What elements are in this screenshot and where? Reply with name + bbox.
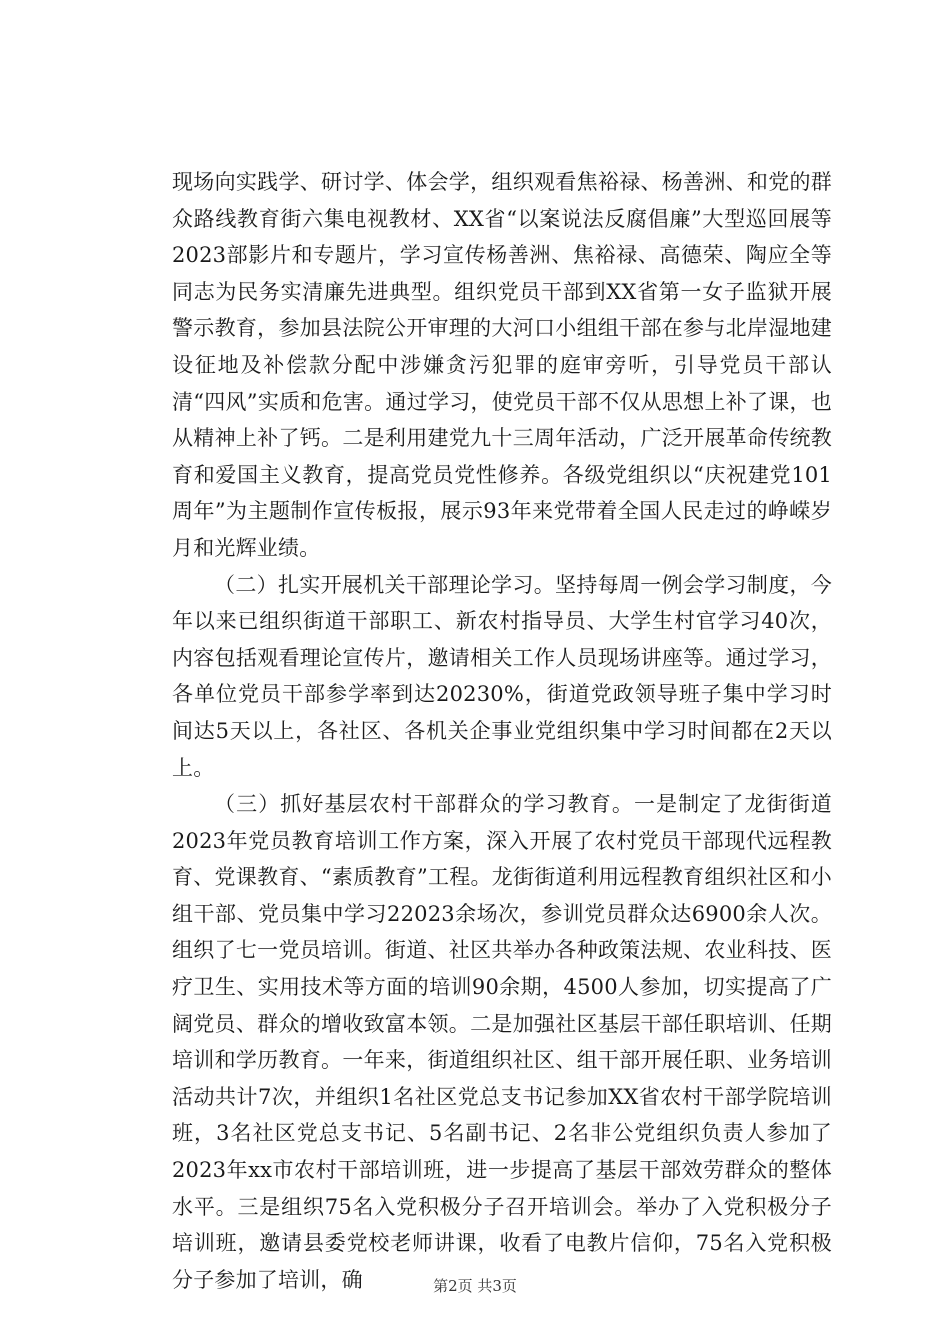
page-number-footer: 第2页 共3页 [433,1277,517,1295]
paragraph-section-two: （二）扎实开展机关干部理论学习。坚持每周一例会学习制度，今年以来已组织街道干部职工、新农村指导员、大学生村官学习40次，内容包括观看理论宣传片，邀请相关工作人员现场讲座等。通过学习，各单位党员干部参学率到达20230%，街道党政领导班子集中学习时间达5天以上，各社区、各机关企事业党组织集中学习时间都在2天以上。 [172,572,832,780]
paragraph-section-three: （三）抓好基层农村干部群众的学习教育。一是制定了龙街街道2023年党员教育培训工作方案，深入开展了农村党员干部现代远程教育、党课教育、“素质教育”工程。龙街街道利用远程教育组织社区和小组干部、党员集中学习22023余场次，参训党员群众达6900余人次。组织了七一党员培训。街道、社区共举办各种政策法规、农业科技、医疗卫生、实用技术等方面的培训90余期，4500人参加，切实提高了广阔党员、群众的增收致富本领。二是加强社区基层干部任职培训、任期培训和学历教育。一年来，街道组织社区、组干部开展任职、业务培训活动共计7次，并组织1名社区党总支书记参加XX省农村干部学院培训班，3名社区党总支书记、5名副书记、2名非公党组织负责人参加了2023年xx市农村干部培训班，进一步提高了基层干部效劳群众的整体水平。三是组织75名入党积极分子召开培训会。举办了入党积极分子培训班，邀请县委党校老师讲课，收看了电教片信仰，75名入党积极分子参加了培训，确 [172,792,832,1292]
paragraph-continuation: 现场向实践学、研讨学、体会学，组织观看焦裕禄、杨善洲、和党的群众路线教育街六集电视教材、XX省“以案说法反腐倡廉”大型巡回展等2023部影片和专题片，学习宣传杨善洲、焦裕禄、高德荣、陶应全等同志为民务实清廉先进典型。组织党员干部到XX省第一女子监狱开展警示教育，参加县法院公开审理的大河口小组组干部在参与北岸湿地建设征地及补偿款分配中涉嫌贪污犯罪的庭审旁听，引导党员干部认清“四风”实质和危害。通过学习，使党员干部不仅从思想上补了课，也从精神上补了钙。二是利用建党九十三周年活动，广泛开展革命传统教育和爱国主义教育，提高党员党性修养。各级党组织以“庆祝建党101周年”为主题制作宣传板报，展示93年来党带着全国人民走过的峥嵘岁月和光辉业绩。 [172,170,832,560]
document-body [172,164,832,1298]
